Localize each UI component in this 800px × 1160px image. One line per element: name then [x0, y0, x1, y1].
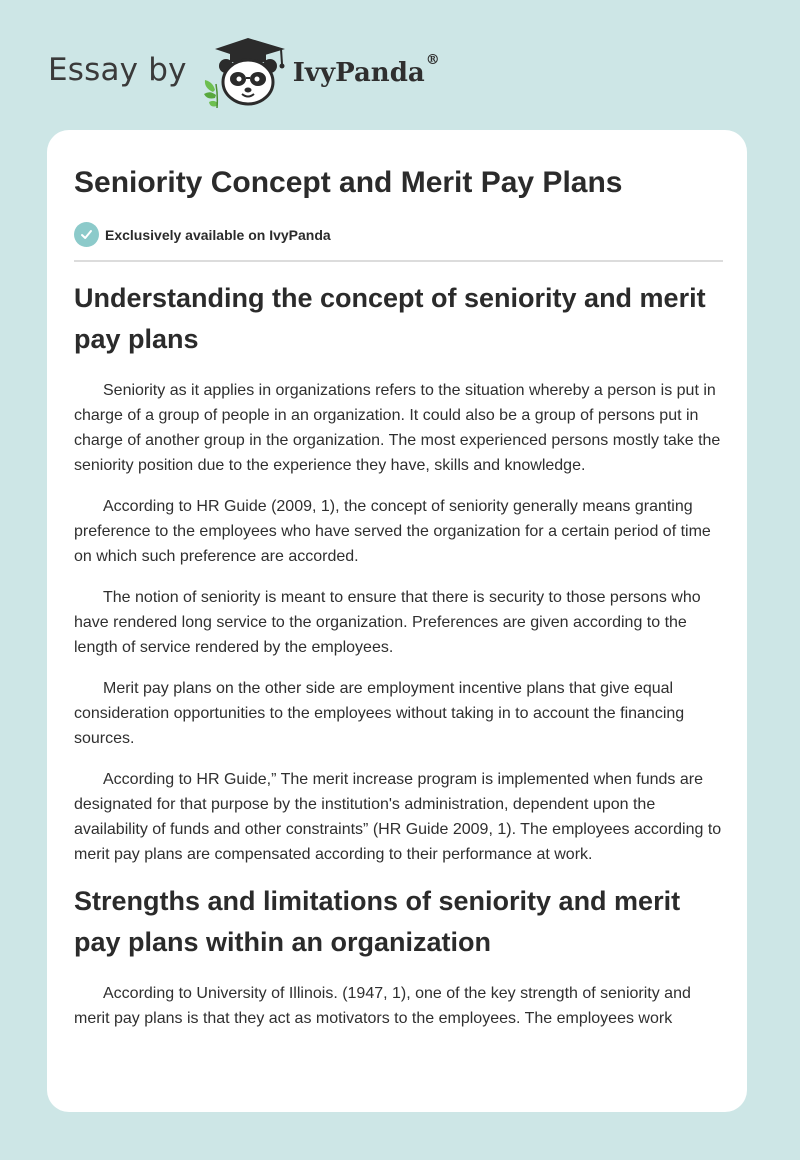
paragraph: According to HR Guide,” The merit increase program is implemented when funds are designated for that purpose by the institution's administration, dependent upon the availability of funds and other constraints” (HR Guide 2009, 1). The employees according to merit pay plans are compensated according to their performance at work. — [74, 771, 722, 863]
exclusive-badge — [74, 222, 331, 247]
checkmark-glyph — [80, 228, 93, 241]
essay-body — [74, 278, 723, 1031]
exclusive-text: Exclusively available on IvyPanda — [105, 226, 331, 243]
section-heading-2: Strengths and limitations of seniority and merit pay plans within an organization — [74, 886, 681, 957]
paragraph: According to University of Illinois. (1947, 1), one of the key strength of seniority and merit pay plans is that they act as motivators to the employees. The employees work — [74, 985, 691, 1027]
panda-graduate-icon[interactable] — [201, 36, 293, 108]
paragraph: The notion of seniority is meant to ensure that there is security to those persons who have rendered long service to the organization. Preferences are given according to the length of service rendered by the employees. — [74, 589, 701, 656]
essay-title: Seniority Concept and Merit Pay Plans — [74, 166, 623, 199]
brand-name[interactable] — [292, 52, 440, 88]
essay-card — [47, 130, 747, 1112]
check-circle-icon — [74, 222, 99, 247]
paragraph: Merit pay plans on the other side are employment incentive plans that give equal consideration opportunities to the employees without taking in to account the financing sources. — [74, 680, 685, 747]
brand-name-text: IvyPanda — [292, 58, 425, 88]
site-header — [48, 36, 440, 108]
section-heading-1: Understanding the concept of seniority and merit pay plans — [74, 283, 706, 354]
paragraph: Seniority as it applies in organizations refers to the situation whereby a person is put in charge of a group of people in an organization. It could also be a group of persons put in charge of another group in the organization. The most experienced persons mostly take the seniority position due to the experience they have, skills and knowledge. — [74, 382, 721, 474]
panda-logo-graphic — [201, 36, 293, 108]
title-divider — [74, 260, 723, 262]
essay-by-label: Essay by — [48, 52, 187, 88]
paragraph: According to HR Guide (2009, 1), the concept of seniority generally means granting preference to the employees who have served the organization for a certain period of time on which such preference are accorded. — [74, 498, 711, 565]
registered-mark: ® — [425, 52, 440, 68]
